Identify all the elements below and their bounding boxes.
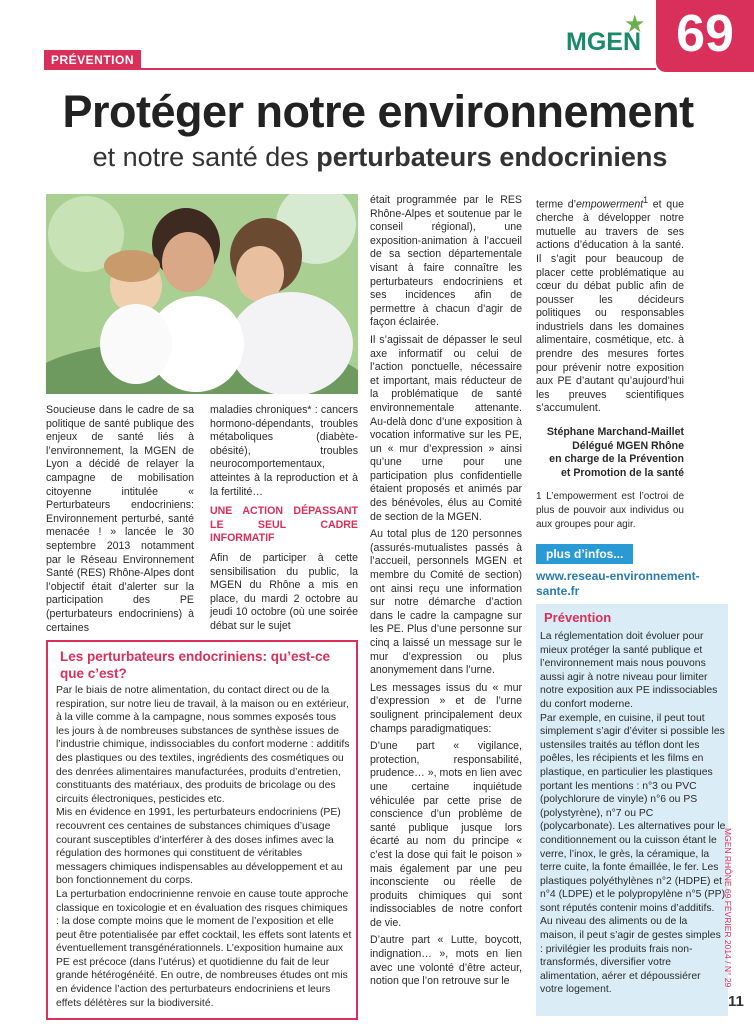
prevention-text: [540, 630, 726, 997]
col3-paragraph: D’autre part « Lutte, boycott, indignation… », mots en lien avec une volonté d’être acteur, notion que l’on retrouve sur le: [370, 934, 522, 988]
info-box-text: [56, 684, 352, 1010]
page-number: 69: [676, 5, 734, 63]
side-running-text: MGEN RHÔNE 69 FÉVRIER 2014 / N° 29: [723, 828, 733, 988]
family-photo-illustration: [46, 194, 358, 394]
prevention-paragraph: Par exemple, en cuisine, il peut tout simplement s’agir d’éviter si possible les ustensiles traités au téflon dont les poêles, les récipients et les films en plastique, en particulier les plastiques portant les mentions : n°3 ou PVC (polychlorure de vinyle) n°6 ou PS (polystyrène), n°7 ou PC (polycarbonate). Les alternatives pour le conditionnement ou la cuisson étant le verre, l’inox, le grès, la céramique, la terre cuite, la fonte émaillée, le fer. Les plastiques polyéthylènes n°2 (HDPE) et n°4 (LDPE) et le polypropylène n°5 (PP) sont réputés contenir moins d’additifs.: [540, 712, 726, 914]
col4-text-start: terme d’: [536, 198, 577, 211]
col3-paragraph: Au total plus de 120 personnes (assurés-mutualistes passés à l’accueil, personnels MGEN et membre du Comité de section) ont ainsi reçu une information sur notre démarche d’action dans le cadre la campagne sur les PE. Plus d’une personne sur cinq a laissé un message sur le mur d’expression ou plus anonymement dans l’urne.: [370, 528, 522, 677]
prevention-paragraph: Au niveau des aliments ou de la maison, il peut s’agir de gestes simples : privilégier les produits frais non-transformés, diversifier votre alimentation, aérer et dépoussiérer votre logement.: [540, 916, 721, 996]
footnote: 1 L’empowerment est l’octroi de plus de pouvoir aux individus ou aux groupes pour agir.: [536, 491, 684, 530]
section-rule: [44, 68, 656, 70]
column-3: [370, 194, 522, 993]
col3-paragraph: Les messages issus du « mur d’expression » et de l’urne soulignent principalement deux champs paradigmatiques:: [370, 681, 522, 735]
author-signature: Stéphane Marchand-Maillet Délégué MGEN Rhône en charge de la Prévention et Promotion de la santé: [546, 426, 684, 479]
col4-paragraph: [536, 194, 684, 416]
info-box-paragraph: La perturbation endocrinienne renvoie en cause toute approche classique en toxicologie et en évaluation des risques chimiques : la dose compte moins que le moment de l’exposition et elle peut être potentialisée par effet cocktail, les effets sont latents et éventuellement transgénérationnels. L’exposition humaine aux PE est précoce (dans l’utérus) et quotidienne du fait de leur grande hétérogénéité. En outre, de nombreuses études ont mis en évidence l’action des perturbateurs endocriniens et leurs effets délétères sur la biodiversité.: [56, 888, 352, 1009]
section-tag: PRÉVENTION: [44, 50, 141, 70]
col2-heading: UNE ACTION DÉPASSANT LE SEUL CADRE INFORMATIF: [210, 505, 358, 545]
subtitle-start: et notre santé des: [92, 142, 317, 172]
website-link[interactable]: www.reseau-environnement-sante.fr: [536, 569, 700, 598]
footnote-marker: 1: [643, 195, 649, 205]
info-box-paragraph: Mis en évidence en 1991, les perturbateurs endocriniens (PE) recouvrent ces centaines de substances chimiques d’usage courant susceptibles d’interférer à des doses infimes avec la régulation des hormones qui constituent de véritables messagers chimiques indispensables au développement et au bon fonctionnement du corps.: [56, 807, 343, 887]
family-photo: [46, 194, 358, 394]
logo-text: MGEN: [566, 28, 641, 56]
prevention-paragraph: La réglementation doit évoluer pour mieux protéger la santé publique et l’environnement mais nous pouvons aussi agir à notre niveau pour limiter notre exposition aux PE indissociables du confort moderne.: [540, 631, 718, 710]
info-box-paragraph: Par le biais de notre alimentation, du contact direct ou de la respiration, sur notre lieu de travail, à la maison ou en extérieur, à la ville comme à la campagne, nous sommes exposés tous les jours à de nombreuses substances de synthèse issues de l’industrie chimique, indissociables du confort moderne : additifs des plastiques ou des textiles, ingrédients des cosmétiques ou des denrées alimentaires manufacturées, produits d’entretien, constituants des matériaux, des produits de bricolage ou des circuits électroniques, pesticides etc.: [56, 685, 350, 805]
column-1: [46, 404, 194, 639]
folio: 11: [728, 993, 744, 1010]
col2-paragraph-2: Afin de participer à cette sensibilisation du public, la MGEN du Rhône a mis en place, du mardi 2 octobre au jeudi 10 octobre (où une soirée débat sur le sujet: [210, 551, 358, 632]
plus-info-button[interactable]: plus d’infos...: [536, 544, 633, 564]
col4-text-end: et que cherche à développer notre mutuelle au travers de ses actions d’éducation à la santé. Il s’agit pour beaucoup de placer cette problématique au cœur du débat public afin de pousser les décideurs politiques ou responsables industriels dans les domaines alimentaire, cosmétique, etc. à prendre des mesures fortes pour prévenir notre exposition aux PE d’autant qu’aujourd’hui les preuves scientifiques s’accumulent.: [536, 198, 684, 415]
prevention-title: Prévention: [544, 610, 612, 625]
col2-paragraph-1: maladies chroniques* : cancers hormono-dépendants, troubles métaboliques (diabète-obésité), troubles neurocomportementaux, atteintes à la reproduction et à la fertilité…: [210, 404, 358, 498]
article-subtitle: [60, 142, 700, 173]
info-box-title: Les perturbateurs endocriniens: qu’est-ce que c’est?: [60, 649, 331, 681]
col3-paragraph: Il s’agissait de dépasser le seul axe informatif ou celui de l’action ponctuelle, nécessaire et important, mais réducteur de la problématique de santé environnementale attenante. Au-delà donc d’une exposition à vocation informative sur les PE, un « mur d’expression » ainsi qu’une urne pour une participation plus confidentielle étaient proposés et animés par des bénévoles, élus au Comité de section de la MGEN.: [370, 333, 522, 523]
col3-paragraph: était programmée par le RES Rhône-Alpes et soutenue par le conseil régional), une exposition-animation à l’accueil de sa section départementale visant à faire connaître les perturbateurs endocriniens et ses incidences afin de permettre à chacun d’agir de façon éclairée.: [370, 194, 522, 329]
col4-emphasis: empowerment: [576, 198, 644, 211]
article-title: Protéger notre environnement: [62, 86, 694, 137]
col1-paragraph: Soucieuse dans le cadre de sa politique de santé publique des enjeux de santé liés à l’environnement, la MGEN de Lyon a décidé de relayer la campagne de mobilisation citoyenne intitulée « Perturbateurs endocriniens: Environnement perturbé, santé menacée ! » lancée le 30 septembre 2013 notamment par le Réseau Environnement Santé (RES) Rhône-Alpes dont l’objectif était d’alerter sur la participation des PE (perturbateurs endocriniens) à certaines: [46, 404, 194, 634]
column-4: [536, 194, 684, 531]
star-icon: ★: [624, 11, 646, 38]
subtitle-bold: perturbateurs endocriniens: [316, 142, 668, 172]
col3-paragraph: D’une part « vigilance, protection, responsabilité, prudence… », mots en lien avec une certaine inquiétude véhiculée par cette prise de conscience d’un problème de santé publique jusque lors écarté au nom du principe « c’est la dose qui fait le poison » mais également par une peu inconsciente ou réelle de produits chimiques qui sont indissociables de notre confort de vie.: [370, 740, 522, 929]
mgen-logo: [566, 10, 646, 60]
column-2: [210, 404, 358, 638]
